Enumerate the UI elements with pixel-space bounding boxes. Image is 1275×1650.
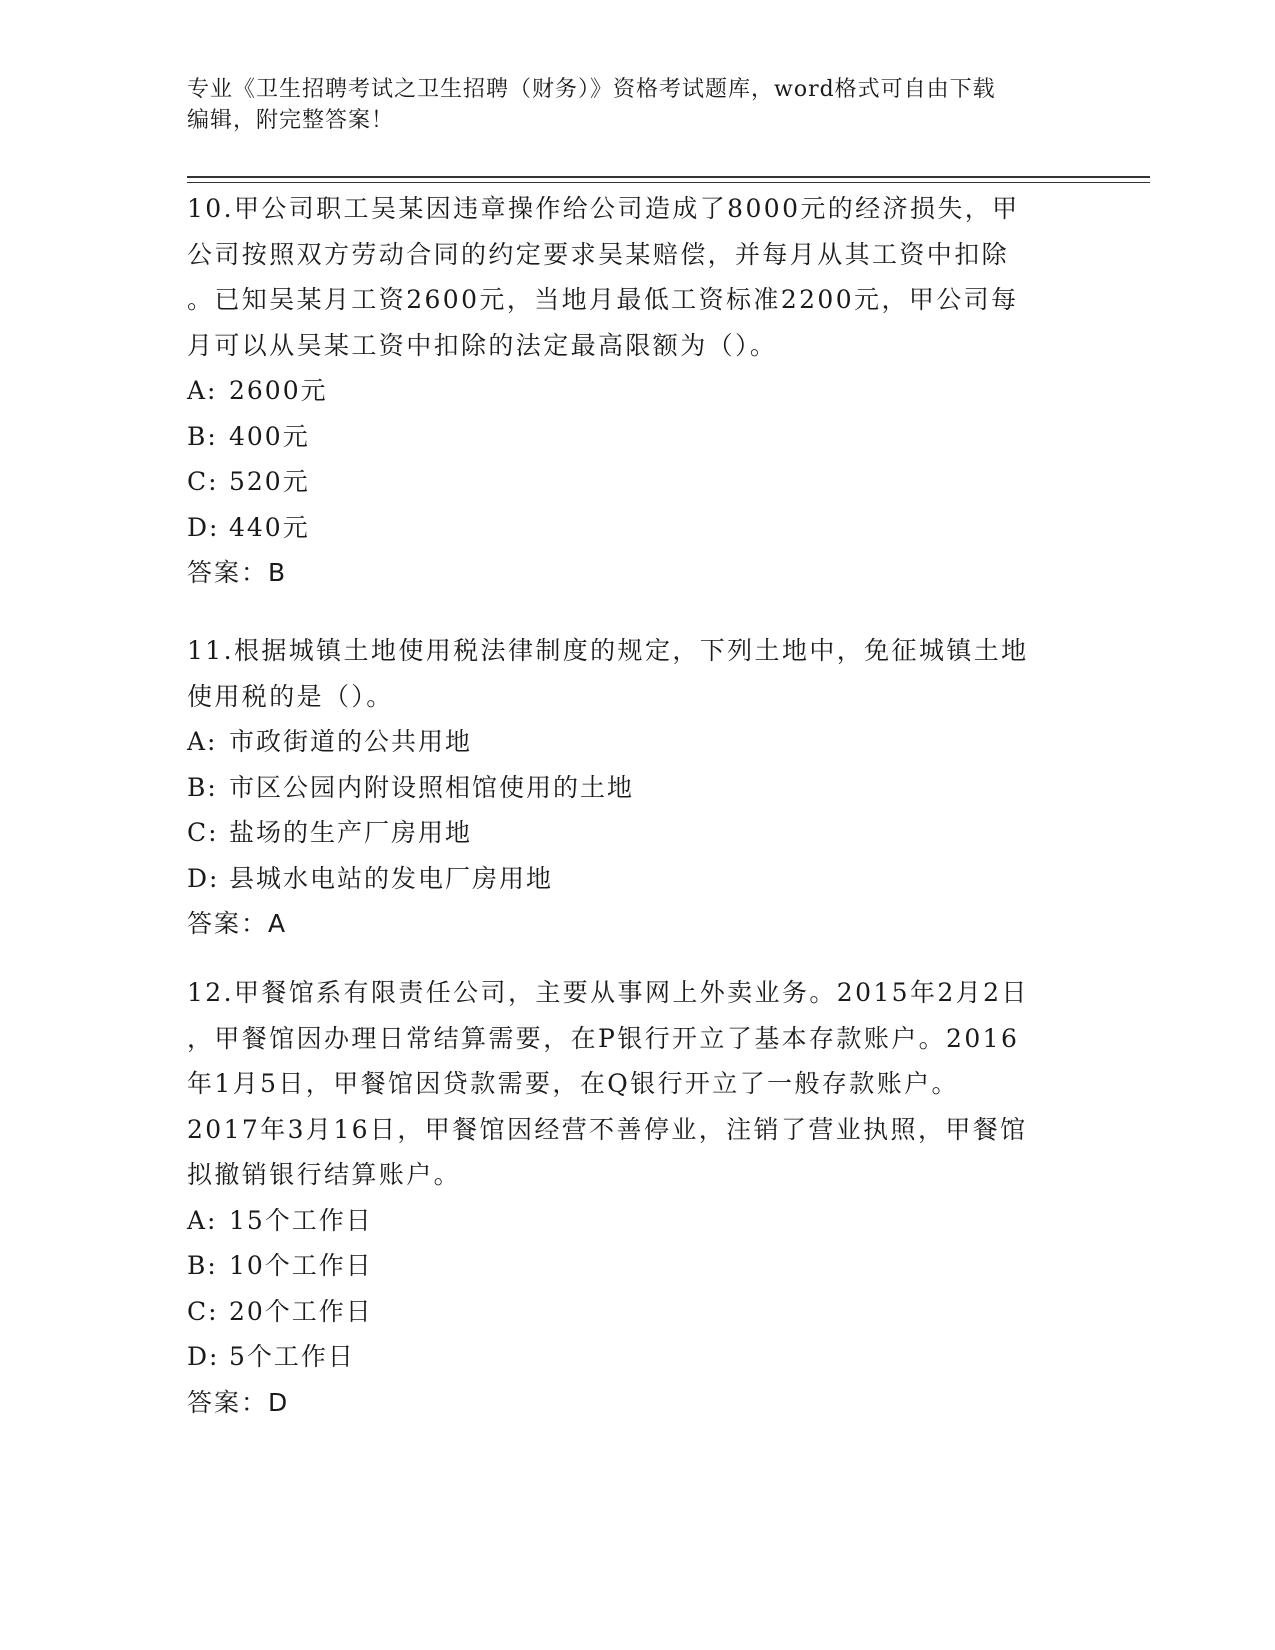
option-a bbox=[187, 719, 1087, 765]
document-header bbox=[187, 74, 1067, 136]
header-divider-thin bbox=[187, 182, 1150, 183]
option-b bbox=[187, 414, 1087, 460]
question-10 bbox=[187, 186, 1087, 596]
header-divider-thick bbox=[187, 176, 1150, 178]
option-a bbox=[187, 1198, 1087, 1244]
question-stem-line: 10.甲公司职工吴某因违章操作给公司造成了8000元的经济损失，甲 bbox=[187, 194, 1020, 223]
answer-line: 答案：A bbox=[187, 909, 288, 938]
question-stem-line: ，甲餐馆因办理日常结算需要，在P银行开立了基本存款账户。2016 bbox=[187, 1023, 1020, 1053]
option-text: 440元 bbox=[229, 512, 310, 542]
option-text: 20个工作日 bbox=[229, 1296, 373, 1326]
option-letter: A: bbox=[187, 1205, 218, 1235]
option-letter: B: bbox=[187, 772, 218, 802]
header-line-2: 编辑，附完整答案！ bbox=[187, 108, 395, 133]
answer-line: 答案：D bbox=[187, 1387, 290, 1417]
question-stem-line: 使用税的是（）。 bbox=[187, 681, 394, 711]
question-stem-line: 拟撤销银行结算账户。 bbox=[187, 1160, 462, 1189]
question-stem-line: 月可以从吴某工资中扣除的法定最高限额为（）。 bbox=[187, 330, 778, 360]
option-b bbox=[187, 765, 1087, 811]
question-12 bbox=[187, 970, 1087, 1425]
option-letter: A: bbox=[187, 727, 218, 756]
option-text: 2600元 bbox=[229, 376, 328, 405]
option-text: 市政街道的公共用地 bbox=[229, 727, 473, 756]
option-text: 5个工作日 bbox=[229, 1342, 355, 1371]
option-text: 10个工作日 bbox=[229, 1251, 373, 1280]
option-letter: B: bbox=[187, 1251, 218, 1280]
question-stem-line: 公司按照双方劳动合同的约定要求吴某赔偿，并每月从其工资中扣除 bbox=[187, 239, 1010, 269]
option-d bbox=[187, 856, 1087, 902]
option-letter: C: bbox=[187, 1296, 219, 1326]
question-11 bbox=[187, 628, 1087, 947]
option-text: 15个工作日 bbox=[229, 1205, 373, 1235]
header-line-1: 专业《卫生招聘考试之卫生招聘（财务）》资格考试题库，word格式可自由下载 bbox=[187, 77, 996, 102]
option-d bbox=[187, 505, 1087, 551]
option-letter: D: bbox=[187, 512, 220, 542]
option-text: 400元 bbox=[229, 421, 310, 451]
option-text: 盐场的生产厂房用地 bbox=[229, 818, 473, 847]
question-stem-line: 11.根据城镇土地使用税法律制度的规定，下列土地中，免征城镇土地 bbox=[187, 636, 1029, 665]
option-c bbox=[187, 810, 1087, 856]
option-text: 市区公园内附设照相馆使用的土地 bbox=[229, 772, 635, 802]
option-text: 县城水电站的发电厂房用地 bbox=[229, 863, 554, 893]
question-stem-line: 。已知吴某月工资2600元，当地月最低工资标准2200元，甲公司每 bbox=[187, 285, 1019, 314]
option-c bbox=[187, 1289, 1087, 1335]
option-letter: D: bbox=[187, 1342, 220, 1371]
option-a bbox=[187, 368, 1087, 414]
option-letter: C: bbox=[187, 467, 219, 496]
option-text: 520元 bbox=[229, 467, 310, 496]
option-c bbox=[187, 459, 1087, 505]
option-letter: D: bbox=[187, 863, 220, 893]
question-stem-line: 12.甲餐馆系有限责任公司，主要从事网上外卖业务。2015年2月2日 bbox=[187, 978, 1029, 1007]
option-d bbox=[187, 1334, 1087, 1380]
question-stem-line: 年1月5日，甲餐馆因贷款需要，在Q银行开立了一般存款账户。 bbox=[187, 1069, 959, 1098]
question-stem-line: 2017年3月16日，甲餐馆因经营不善停业，注销了营业执照，甲餐馆 bbox=[187, 1114, 1028, 1144]
option-letter: A: bbox=[187, 376, 218, 405]
option-letter: C: bbox=[187, 818, 219, 847]
option-b bbox=[187, 1243, 1087, 1289]
option-letter: B: bbox=[187, 421, 218, 451]
answer-line: 答案：B bbox=[187, 558, 288, 587]
